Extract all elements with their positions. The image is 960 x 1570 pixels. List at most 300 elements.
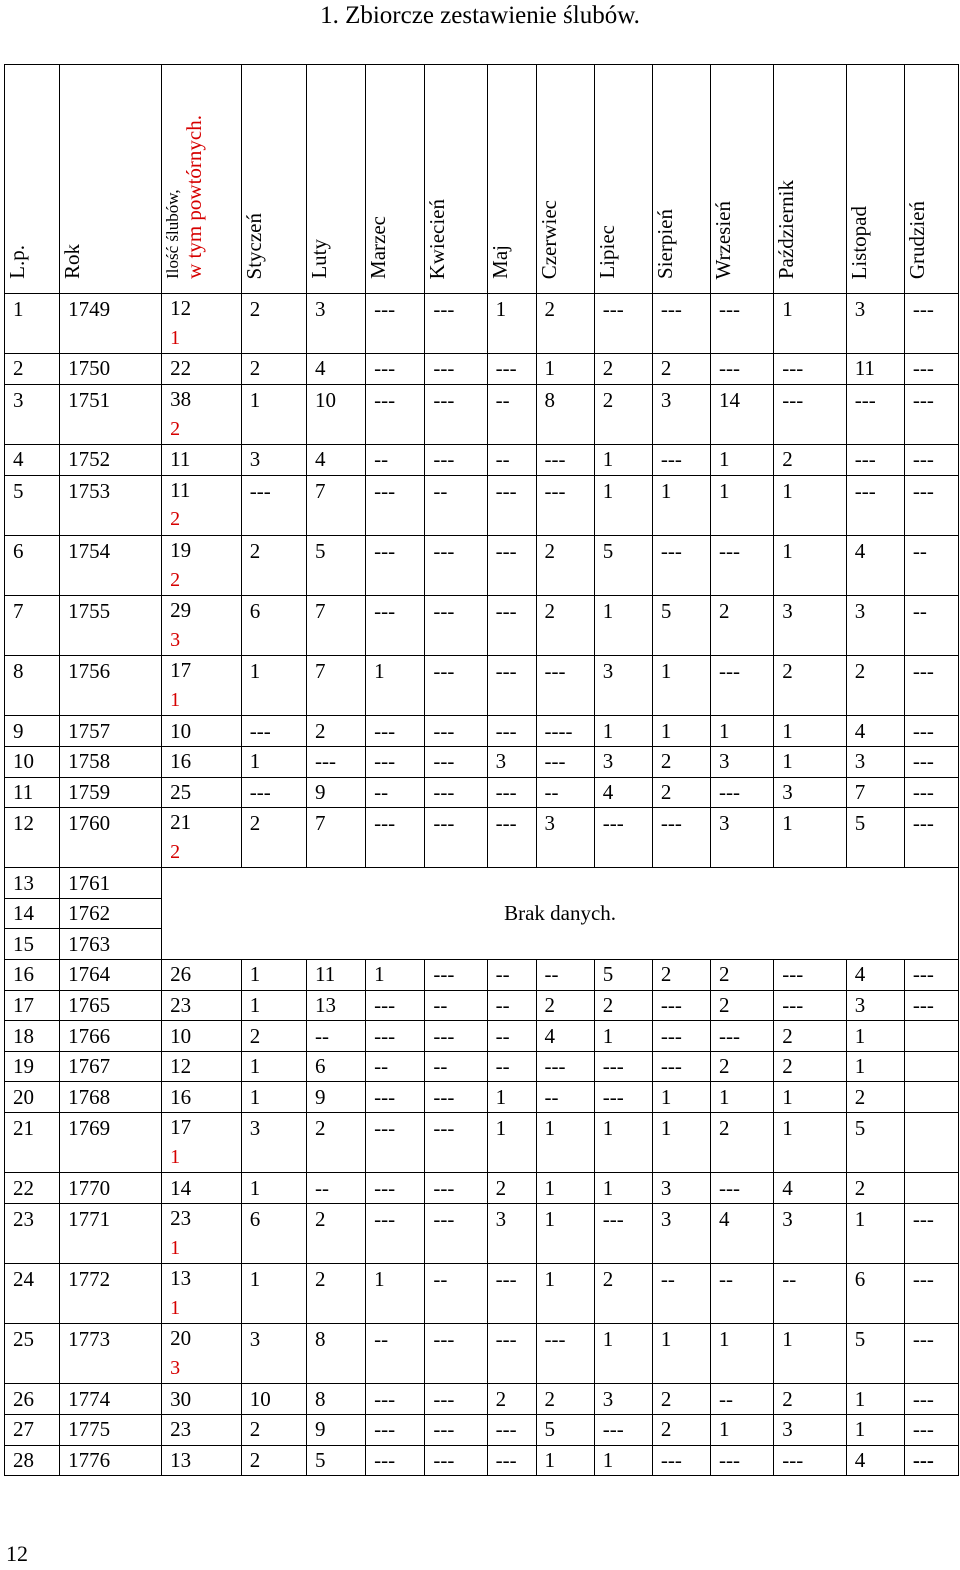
cell-month-1: 6 — [241, 1203, 306, 1263]
cell-rok: 1760 — [60, 808, 162, 868]
cell-month-12: --- — [904, 294, 958, 354]
cell-month-8: 3 — [652, 1173, 710, 1204]
cell-month-7: 2 — [594, 354, 652, 385]
cell-month-12: --- — [904, 1445, 958, 1476]
cell-month-6: -- — [536, 777, 594, 808]
table-row — [5, 354, 959, 385]
cell-powtorne: 2 — [162, 505, 242, 535]
cell-month-5: --- — [487, 656, 536, 716]
cell-month-5: -- — [487, 1051, 536, 1082]
cell-ilosc: 10 — [162, 716, 242, 747]
cell-month-1: 2 — [241, 808, 306, 868]
cell-month-6: 1 — [536, 1203, 594, 1263]
cell-lp: 2 — [5, 354, 60, 385]
cell-powtorne: 3 — [162, 1354, 242, 1384]
cell-month-11: 1 — [846, 1051, 904, 1082]
cell-month-3: --- — [366, 716, 425, 747]
table-row — [5, 746, 959, 777]
cell-month-3: --- — [366, 1082, 425, 1113]
header-month-1: Styczeń — [241, 65, 306, 294]
cell-month-12 — [904, 1113, 958, 1173]
cell-month-10: 1 — [774, 475, 846, 535]
cell-lp: 12 — [5, 808, 60, 868]
cell-month-10: 1 — [774, 808, 846, 868]
cell-month-6: --- — [536, 746, 594, 777]
cell-month-8: 2 — [652, 746, 710, 777]
cell-month-12: --- — [904, 444, 958, 475]
cell-lp: 14 — [5, 898, 60, 929]
cell-rok: 1751 — [60, 384, 162, 444]
cell-month-9: --- — [711, 656, 774, 716]
cell-rok: 1765 — [60, 990, 162, 1021]
cell-ilosc: 12 — [162, 294, 242, 324]
header-month-3: Marzec — [366, 65, 425, 294]
cell-rok: 1749 — [60, 294, 162, 354]
cell-month-11: 1 — [846, 1384, 904, 1415]
cell-month-7: 5 — [594, 960, 652, 991]
cell-rok: 1772 — [60, 1264, 162, 1324]
cell-month-5: --- — [487, 535, 536, 595]
cell-month-10: 2 — [774, 1051, 846, 1082]
cell-month-10: 1 — [774, 1082, 846, 1113]
cell-month-12: -- — [904, 595, 958, 655]
table-row — [5, 1414, 959, 1445]
cell-month-4: --- — [425, 1173, 487, 1204]
cell-month-11: 1 — [846, 1021, 904, 1052]
header-month-12: Grudzień — [904, 65, 958, 294]
cell-month-5: 3 — [487, 746, 536, 777]
cell-lp: 23 — [5, 1203, 60, 1263]
cell-month-1: 1 — [241, 746, 306, 777]
table-row — [5, 656, 959, 686]
cell-rok: 1759 — [60, 777, 162, 808]
cell-month-10: 4 — [774, 1173, 846, 1204]
cell-ilosc: 23 — [162, 1414, 242, 1445]
cell-rok: 1771 — [60, 1203, 162, 1263]
cell-lp: 20 — [5, 1082, 60, 1113]
cell-lp: 25 — [5, 1324, 60, 1384]
cell-month-12: --- — [904, 384, 958, 444]
cell-month-10: 3 — [774, 1414, 846, 1445]
cell-month-4: --- — [425, 384, 487, 444]
cell-month-5: --- — [487, 1414, 536, 1445]
cell-month-6: --- — [536, 475, 594, 535]
cell-month-2: 10 — [307, 384, 366, 444]
cell-month-6: 5 — [536, 1414, 594, 1445]
cell-month-8: 1 — [652, 1324, 710, 1384]
cell-month-1: 1 — [241, 990, 306, 1021]
cell-month-3: --- — [366, 475, 425, 535]
cell-rok: 1767 — [60, 1051, 162, 1082]
cell-month-9: 3 — [711, 746, 774, 777]
cell-month-2: 2 — [307, 1264, 366, 1324]
cell-month-9: 1 — [711, 475, 774, 535]
cell-month-2: 2 — [307, 1113, 366, 1173]
cell-month-8: 2 — [652, 354, 710, 385]
cell-month-6: 2 — [536, 535, 594, 595]
cell-month-2: 4 — [307, 444, 366, 475]
cell-month-6: 1 — [536, 1173, 594, 1204]
header-month-9: Wrzesień — [711, 65, 774, 294]
cell-rok: 1776 — [60, 1445, 162, 1476]
cell-ilosc: 13 — [162, 1445, 242, 1476]
cell-month-1: 1 — [241, 384, 306, 444]
cell-month-4: --- — [425, 1021, 487, 1052]
cell-month-1: 2 — [241, 1445, 306, 1476]
header-month-4: Kwiecień — [425, 65, 487, 294]
cell-month-4: --- — [425, 1324, 487, 1384]
cell-month-5: 2 — [487, 1173, 536, 1204]
cell-month-7: --- — [594, 294, 652, 354]
cell-rok: 1755 — [60, 595, 162, 655]
cell-month-2: 7 — [307, 595, 366, 655]
cell-month-6: 2 — [536, 294, 594, 354]
cell-month-12: --- — [904, 960, 958, 991]
cell-month-2: 8 — [307, 1324, 366, 1384]
cell-month-3: 1 — [366, 656, 425, 716]
cell-month-5: --- — [487, 354, 536, 385]
cell-month-9: -- — [711, 1384, 774, 1415]
cell-lp: 26 — [5, 1384, 60, 1415]
cell-month-5: -- — [487, 444, 536, 475]
cell-month-3: -- — [366, 777, 425, 808]
cell-month-11: --- — [846, 475, 904, 535]
cell-month-1: 2 — [241, 1021, 306, 1052]
cell-month-10: 2 — [774, 656, 846, 716]
table-row — [5, 1082, 959, 1113]
cell-month-1: 2 — [241, 1414, 306, 1445]
cell-month-12: --- — [904, 475, 958, 535]
cell-month-9: 14 — [711, 384, 774, 444]
cell-month-6: 2 — [536, 1384, 594, 1415]
cell-month-1: 10 — [241, 1384, 306, 1415]
cell-month-7: 1 — [594, 1173, 652, 1204]
cell-powtorne: 1 — [162, 324, 242, 354]
cell-month-2: 9 — [307, 1082, 366, 1113]
cell-month-12: --- — [904, 1203, 958, 1263]
cell-month-5: --- — [487, 808, 536, 868]
cell-month-7: --- — [594, 1082, 652, 1113]
cell-month-8: --- — [652, 294, 710, 354]
cell-month-10: 1 — [774, 535, 846, 595]
cell-month-4: --- — [425, 808, 487, 868]
cell-month-1: 6 — [241, 595, 306, 655]
table-row — [5, 444, 959, 475]
cell-month-9: --- — [711, 1173, 774, 1204]
cell-month-5: -- — [487, 960, 536, 991]
cell-month-6: --- — [536, 656, 594, 716]
cell-month-12: --- — [904, 990, 958, 1021]
cell-month-11: 4 — [846, 535, 904, 595]
cell-month-8: --- — [652, 1021, 710, 1052]
cell-month-6: 1 — [536, 1264, 594, 1324]
cell-month-8: 3 — [652, 1203, 710, 1263]
cell-month-12: -- — [904, 535, 958, 595]
cell-month-10: 3 — [774, 1203, 846, 1263]
cell-month-3: --- — [366, 1445, 425, 1476]
cell-month-8: -- — [652, 1264, 710, 1324]
cell-month-9: --- — [711, 1021, 774, 1052]
table-row — [5, 960, 959, 991]
cell-month-11: 3 — [846, 746, 904, 777]
cell-month-8: 3 — [652, 384, 710, 444]
cell-lp: 3 — [5, 384, 60, 444]
cell-month-11: 3 — [846, 294, 904, 354]
cell-month-2: 9 — [307, 777, 366, 808]
cell-rok: 1773 — [60, 1324, 162, 1384]
cell-month-2: 2 — [307, 716, 366, 747]
cell-month-8: --- — [652, 1445, 710, 1476]
cell-month-6: -- — [536, 960, 594, 991]
table-row — [5, 1445, 959, 1476]
cell-month-8: 1 — [652, 475, 710, 535]
cell-month-6: 3 — [536, 808, 594, 868]
cell-month-4: --- — [425, 716, 487, 747]
cell-rok: 1753 — [60, 475, 162, 535]
cell-month-8: --- — [652, 1051, 710, 1082]
cell-month-7: 1 — [594, 475, 652, 535]
cell-month-11: --- — [846, 384, 904, 444]
cell-month-11: 5 — [846, 808, 904, 868]
cell-month-3: 1 — [366, 960, 425, 991]
cell-month-7: 1 — [594, 595, 652, 655]
cell-lp: 24 — [5, 1264, 60, 1324]
cell-month-11: --- — [846, 444, 904, 475]
cell-month-4: --- — [425, 595, 487, 655]
cell-month-1: 1 — [241, 960, 306, 991]
cell-month-9: 4 — [711, 1203, 774, 1263]
cell-lp: 5 — [5, 475, 60, 535]
cell-month-3: --- — [366, 595, 425, 655]
cell-month-7: 2 — [594, 1264, 652, 1324]
cell-ilosc: 12 — [162, 1051, 242, 1082]
cell-lp: 15 — [5, 929, 60, 960]
cell-ilosc: 10 — [162, 1021, 242, 1052]
cell-month-3: -- — [366, 1324, 425, 1384]
cell-month-2: 6 — [307, 1051, 366, 1082]
cell-ilosc: 14 — [162, 1173, 242, 1204]
cell-month-9: 1 — [711, 716, 774, 747]
cell-month-12: --- — [904, 716, 958, 747]
table-row — [5, 808, 959, 838]
header-rok: Rok — [60, 65, 162, 294]
cell-month-3: --- — [366, 1021, 425, 1052]
cell-powtorne: 1 — [162, 686, 242, 716]
cell-month-5: 3 — [487, 1203, 536, 1263]
table-row — [5, 1384, 959, 1415]
header-month-8: Sierpień — [652, 65, 710, 294]
cell-month-7: --- — [594, 1051, 652, 1082]
cell-month-3: --- — [366, 746, 425, 777]
cell-rok: 1764 — [60, 960, 162, 991]
cell-month-2: 7 — [307, 808, 366, 868]
cell-month-1: --- — [241, 475, 306, 535]
cell-month-9: 2 — [711, 595, 774, 655]
cell-month-12 — [904, 1051, 958, 1082]
cell-month-8: 2 — [652, 960, 710, 991]
cell-month-1: 1 — [241, 1082, 306, 1113]
cell-month-4: --- — [425, 354, 487, 385]
cell-month-1: 2 — [241, 354, 306, 385]
cell-month-5: --- — [487, 716, 536, 747]
cell-month-10: 1 — [774, 746, 846, 777]
cell-month-3: --- — [366, 294, 425, 354]
cell-rok: 1774 — [60, 1384, 162, 1415]
cell-month-2: 9 — [307, 1414, 366, 1445]
header-month-2: Luty — [307, 65, 366, 294]
cell-month-7: 1 — [594, 1113, 652, 1173]
cell-month-12: --- — [904, 746, 958, 777]
header-month-7: Lipiec — [594, 65, 652, 294]
cell-lp: 4 — [5, 444, 60, 475]
cell-month-1: --- — [241, 716, 306, 747]
cell-month-1: 2 — [241, 294, 306, 354]
cell-month-11: 4 — [846, 1445, 904, 1476]
cell-month-5: --- — [487, 1324, 536, 1384]
cell-ilosc: 16 — [162, 1082, 242, 1113]
cell-month-4: -- — [425, 475, 487, 535]
cell-month-10: --- — [774, 1445, 846, 1476]
cell-month-10: 1 — [774, 716, 846, 747]
cell-lp: 1 — [5, 294, 60, 354]
cell-month-2: -- — [307, 1173, 366, 1204]
cell-rok: 1752 — [60, 444, 162, 475]
cell-month-11: 4 — [846, 716, 904, 747]
cell-month-7: --- — [594, 1414, 652, 1445]
cell-ilosc: 17 — [162, 656, 242, 686]
cell-month-8: --- — [652, 808, 710, 868]
cell-ilosc: 23 — [162, 1203, 242, 1233]
cell-month-6: ---- — [536, 716, 594, 747]
cell-month-10: 1 — [774, 294, 846, 354]
cell-month-10: 1 — [774, 1324, 846, 1384]
table-row — [5, 535, 959, 565]
cell-month-2: 13 — [307, 990, 366, 1021]
cell-month-3: --- — [366, 1203, 425, 1263]
cell-month-12: --- — [904, 1414, 958, 1445]
cell-ilosc: 30 — [162, 1384, 242, 1415]
cell-month-9: 1 — [711, 1324, 774, 1384]
cell-month-3: --- — [366, 354, 425, 385]
cell-month-2: 11 — [307, 960, 366, 991]
cell-month-4: --- — [425, 746, 487, 777]
cell-lp: 22 — [5, 1173, 60, 1204]
cell-ilosc: 13 — [162, 1264, 242, 1294]
cell-month-4: --- — [425, 656, 487, 716]
cell-month-9: 1 — [711, 1082, 774, 1113]
cell-month-3: --- — [366, 1113, 425, 1173]
cell-month-3: --- — [366, 1414, 425, 1445]
table-row — [5, 1051, 959, 1082]
cell-month-6: 2 — [536, 595, 594, 655]
cell-month-5: -- — [487, 384, 536, 444]
cell-month-4: --- — [425, 1414, 487, 1445]
cell-rok: 1766 — [60, 1021, 162, 1052]
cell-month-10: --- — [774, 354, 846, 385]
cell-month-7: 2 — [594, 384, 652, 444]
cell-month-4: --- — [425, 1445, 487, 1476]
table-row — [5, 294, 959, 324]
cell-month-9: 2 — [711, 1051, 774, 1082]
cell-month-12: --- — [904, 1384, 958, 1415]
header-month-5: Maj — [487, 65, 536, 294]
cell-month-4: --- — [425, 1384, 487, 1415]
cell-ilosc: 22 — [162, 354, 242, 385]
cell-month-2: 5 — [307, 535, 366, 595]
cell-lp: 27 — [5, 1414, 60, 1445]
table-row — [5, 1264, 959, 1294]
cell-rok: 1758 — [60, 746, 162, 777]
cell-month-6: 2 — [536, 990, 594, 1021]
cell-ilosc: 25 — [162, 777, 242, 808]
page-number: 12 — [6, 1541, 28, 1566]
header-month-6: Czerwiec — [536, 65, 594, 294]
cell-month-1: 3 — [241, 1324, 306, 1384]
cell-month-1: 2 — [241, 535, 306, 595]
cell-month-7: 1 — [594, 716, 652, 747]
cell-month-6: 8 — [536, 384, 594, 444]
cell-month-7: 1 — [594, 1445, 652, 1476]
cell-month-8: 2 — [652, 1384, 710, 1415]
cell-month-11: 7 — [846, 777, 904, 808]
cell-month-12: --- — [904, 777, 958, 808]
cell-month-2: 7 — [307, 475, 366, 535]
cell-month-4: --- — [425, 1203, 487, 1263]
cell-lp: 17 — [5, 990, 60, 1021]
cell-month-9: 1 — [711, 444, 774, 475]
cell-month-11: 2 — [846, 656, 904, 716]
cell-month-10: 2 — [774, 1384, 846, 1415]
cell-month-7: 3 — [594, 746, 652, 777]
cell-rok: 1768 — [60, 1082, 162, 1113]
cell-month-4: --- — [425, 1113, 487, 1173]
cell-month-8: 2 — [652, 777, 710, 808]
cell-lp: 10 — [5, 746, 60, 777]
table-row — [5, 1173, 959, 1204]
cell-month-5: --- — [487, 777, 536, 808]
cell-lp: 9 — [5, 716, 60, 747]
cell-month-7: 2 — [594, 990, 652, 1021]
cell-month-5: -- — [487, 1021, 536, 1052]
cell-month-11: 2 — [846, 1082, 904, 1113]
cell-month-5: --- — [487, 595, 536, 655]
cell-month-10: 1 — [774, 1113, 846, 1173]
cell-month-10: --- — [774, 384, 846, 444]
cell-month-4: -- — [425, 990, 487, 1021]
cell-month-8: 1 — [652, 1113, 710, 1173]
table-row — [5, 716, 959, 747]
table-row — [5, 868, 959, 899]
cell-month-12: --- — [904, 1264, 958, 1324]
cell-month-12: --- — [904, 656, 958, 716]
table-row — [5, 1021, 959, 1052]
cell-month-2: 3 — [307, 294, 366, 354]
cell-ilosc: 20 — [162, 1324, 242, 1354]
header-month-11: Listopad — [846, 65, 904, 294]
cell-month-8: 2 — [652, 1414, 710, 1445]
cell-powtorne: 1 — [162, 1294, 242, 1324]
page-title: 1. Zbiorcze zestawienie ślubów. — [320, 2, 640, 29]
cell-month-12: --- — [904, 1324, 958, 1384]
cell-rok: 1762 — [60, 898, 162, 929]
cell-rok: 1757 — [60, 716, 162, 747]
cell-month-11: 2 — [846, 1173, 904, 1204]
cell-month-11: 1 — [846, 1414, 904, 1445]
cell-ilosc: 23 — [162, 990, 242, 1021]
cell-month-10: -- — [774, 1264, 846, 1324]
cell-month-9: -- — [711, 1264, 774, 1324]
cell-month-5: 1 — [487, 294, 536, 354]
